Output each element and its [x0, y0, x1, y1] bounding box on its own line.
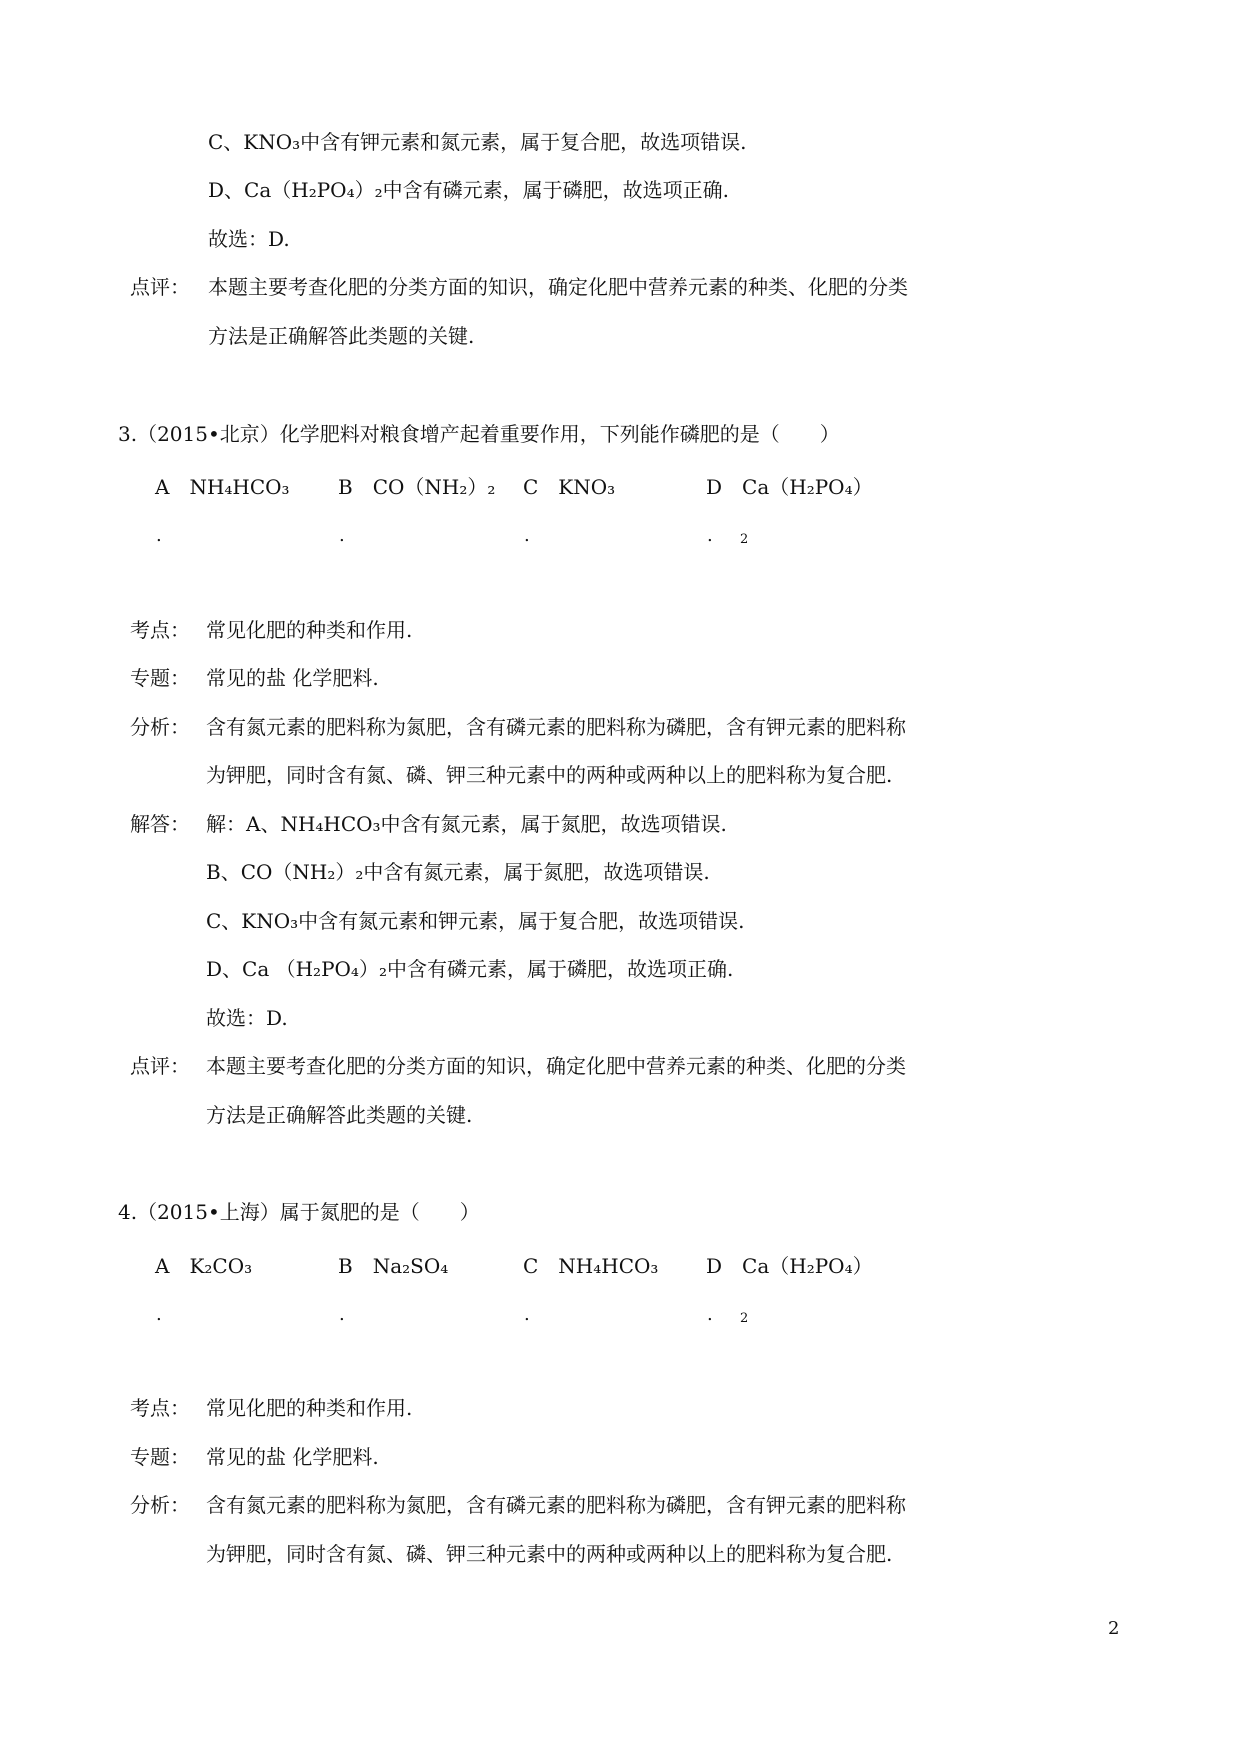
comment-label: 点评： — [130, 275, 190, 299]
q3-option-d-mark: . — [707, 525, 713, 546]
q3-option-d: D Ca（H₂PO₄） — [706, 475, 873, 499]
q4-option-b-mark: . — [339, 1304, 345, 1325]
q3-zhuanti-label: 专题： — [130, 666, 190, 690]
q4-option-a-mark: . — [156, 1304, 162, 1325]
q3-option-b: B CO（NH₂）₂ — [338, 475, 496, 499]
q3-fenxi-line-2: 为钾肥，同时含有氮、磷、钾三种元素中的两种或两种以上的肥料称为复合肥. — [206, 763, 893, 787]
q4-option-b: B Na₂SO₄ — [338, 1254, 449, 1278]
q4-fenxi-line-1: 含有氮元素的肥料称为氮肥，含有磷元素的肥料称为磷肥，含有钾元素的肥料称 — [206, 1493, 906, 1517]
q3-kaodian-label: 考点： — [130, 618, 190, 642]
q4-option-d-mark: . — [707, 1304, 713, 1325]
q3-jieda-d: D、Ca （H₂PO₄）₂中含有磷元素，属于磷肥，故选项正确. — [206, 957, 734, 981]
q4-fenxi-label: 分析： — [130, 1493, 190, 1517]
q3-option-c: C KNO₃ — [523, 475, 616, 499]
q3-stem: 3.（2015•北京）化学肥料对粮食增产起着重要作用，下列能作磷肥的是（ ） — [118, 422, 840, 446]
q3-option-c-mark: . — [524, 525, 530, 546]
q4-kaodian-label: 考点： — [130, 1396, 190, 1420]
q4-kaodian: 常见化肥的种类和作用. — [206, 1396, 413, 1420]
q4-option-d-subscript: 2 — [740, 1311, 749, 1326]
q3-jieda-label: 解答： — [130, 812, 190, 836]
q3-choice: 故选：D. — [206, 1006, 288, 1030]
q3-jieda-c: C、KNO₃中含有氮元素和钾元素，属于复合肥，故选项错误. — [206, 909, 745, 933]
q4-option-c-mark: . — [524, 1304, 530, 1325]
q4-zhuanti: 常见的盐 化学肥料. — [206, 1445, 379, 1469]
q4-fenxi-line-2: 为钾肥，同时含有氮、磷、钾三种元素中的两种或两种以上的肥料称为复合肥. — [206, 1542, 893, 1566]
q3-option-a-mark: . — [156, 525, 162, 546]
q3-comment-line-1: 本题主要考查化肥的分类方面的知识，确定化肥中营养元素的种类、化肥的分类 — [206, 1054, 906, 1078]
q3-fenxi-line-1: 含有氮元素的肥料称为氮肥，含有磷元素的肥料称为磷肥，含有钾元素的肥料称 — [206, 715, 906, 739]
q4-zhuanti-label: 专题： — [130, 1445, 190, 1469]
comment-line-1: 本题主要考查化肥的分类方面的知识，确定化肥中营养元素的种类、化肥的分类 — [208, 275, 908, 299]
q4-option-c: C NH₄HCO₃ — [523, 1254, 659, 1278]
q3-option-d-subscript: 2 — [740, 532, 749, 547]
page-number: 2 — [1108, 1618, 1120, 1639]
q3-jieda-a: 解：A、NH₄HCO₃中含有氮元素，属于氮肥，故选项错误. — [206, 812, 727, 836]
q4-stem: 4.（2015•上海）属于氮肥的是（ ） — [118, 1200, 480, 1224]
q3-comment-line-2: 方法是正确解答此类题的关键. — [206, 1103, 473, 1127]
q3-option-a: A NH₄HCO₃ — [155, 475, 290, 499]
comment-line-2: 方法是正确解答此类题的关键. — [208, 324, 475, 348]
q4-option-a: A K₂CO₃ — [155, 1254, 253, 1278]
answer-c-line: C、KNO₃中含有钾元素和氮元素，属于复合肥，故选项错误. — [208, 130, 747, 154]
q3-jieda-b: B、CO（NH₂）₂中含有氮元素，属于氮肥，故选项错误. — [206, 860, 710, 884]
q3-option-b-mark: . — [339, 525, 345, 546]
answer-choice: 故选：D. — [208, 227, 290, 251]
q4-option-d: D Ca（H₂PO₄） — [706, 1254, 873, 1278]
q3-kaodian: 常见化肥的种类和作用. — [206, 618, 413, 642]
q3-zhuanti: 常见的盐 化学肥料. — [206, 666, 379, 690]
q3-fenxi-label: 分析： — [130, 715, 190, 739]
answer-d-line: D、Ca（H₂PO₄）₂中含有磷元素，属于磷肥，故选项正确. — [208, 178, 729, 202]
q3-comment-label: 点评： — [130, 1054, 190, 1078]
